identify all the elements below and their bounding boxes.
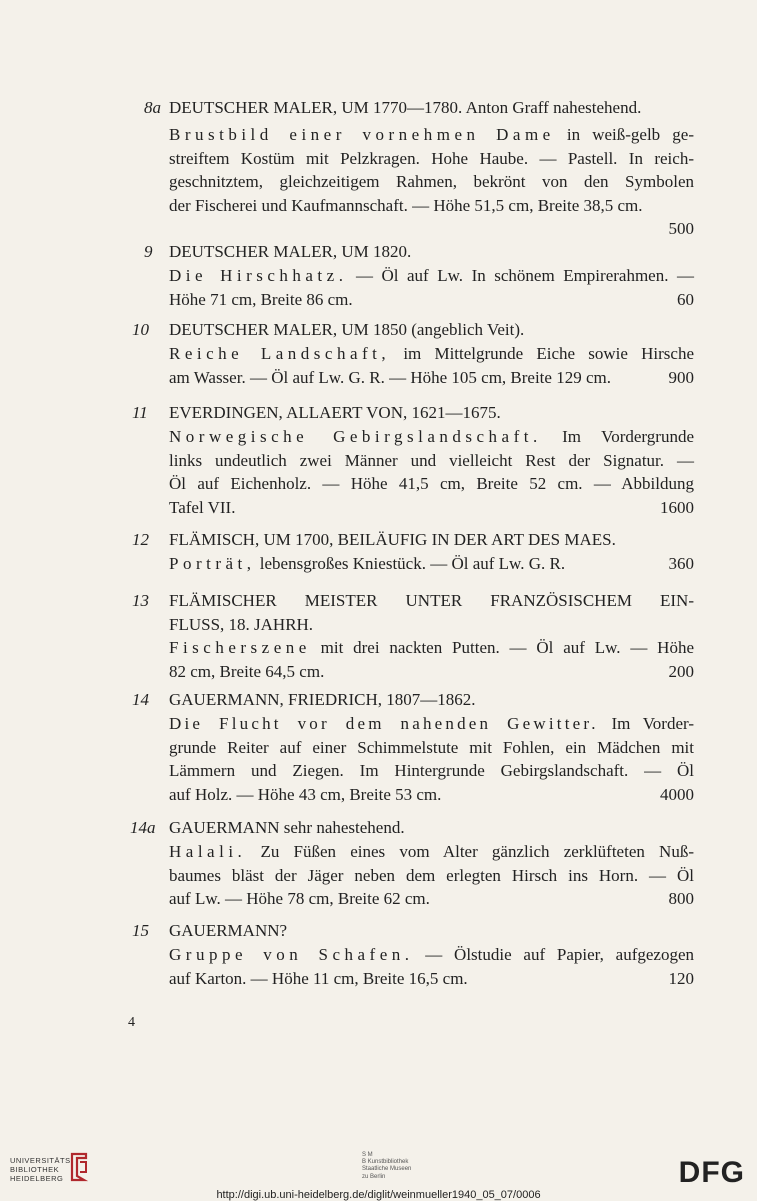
entry-description bbox=[169, 123, 694, 241]
entry-price: 1600 bbox=[660, 497, 694, 517]
description-line: Brustbild einer vornehmen Dame in weiß-gelb ge- bbox=[169, 125, 695, 144]
description-line: 82 cm, Breite 64,5 cm. 200 bbox=[169, 660, 694, 684]
description-line: auf Karton. — Höhe 11 cm, Breite 16,5 cm. 120 bbox=[169, 967, 694, 991]
entry-price: 500 bbox=[668, 219, 694, 238]
description-line: der Fischerei und Kaufmannschaft. — Höhe 51,5 cm, Breite 38,5 cm. bbox=[169, 195, 643, 215]
dfg-logo: DFG bbox=[678, 1156, 745, 1189]
entry-price: 4000 bbox=[660, 784, 694, 804]
university-library-label: UNIVERSITÄTS- BIBLIOTHEK HEIDELBERG bbox=[10, 1156, 74, 1183]
entry-heading: EVERDINGEN, ALLAERT VON, 1621—1675. bbox=[169, 403, 501, 422]
entry-heading-block bbox=[169, 589, 694, 636]
description-line: grunde Reiter auf einer Schimmelstute mit Fohlen, ein Mädchen mit bbox=[169, 737, 694, 757]
entry-number: 8a bbox=[144, 98, 161, 117]
description-line: Höhe 71 cm, Breite 86 cm. 60 bbox=[169, 288, 694, 312]
spaced-title: Fischerszene bbox=[169, 638, 311, 657]
entry-description bbox=[169, 840, 694, 911]
entry-heading: FLUSS, 18. JAHRH. bbox=[169, 614, 314, 634]
price-line bbox=[169, 217, 694, 241]
spaced-title: Die Hirschhatz. bbox=[169, 266, 348, 285]
description-line: streiftem Kostüm mit Pelzkragen. Hohe Haube. — Pastell. In reich- bbox=[169, 148, 694, 168]
entry-description bbox=[169, 636, 694, 683]
spaced-title: Porträt, bbox=[169, 554, 256, 573]
entry-heading: GAUERMANN? bbox=[169, 921, 288, 940]
entry-description bbox=[169, 712, 694, 806]
museum-stamp: S M B Kunstbibliothek Staatliche Museen zu Berlin bbox=[362, 1152, 412, 1180]
description-line: Halali. Zu Füßen eines vom Alter gänzlich zerklüfteten Nuß- bbox=[169, 842, 694, 861]
entry-number: 14 bbox=[132, 690, 149, 709]
entry-price: 200 bbox=[668, 661, 694, 681]
entry-price: 900 bbox=[668, 367, 694, 387]
entry-number: 14a bbox=[130, 818, 156, 837]
entry-number: 11 bbox=[132, 403, 148, 422]
entry-description bbox=[169, 264, 694, 311]
university-logo-icon bbox=[68, 1152, 90, 1182]
spaced-title: Gruppe von Schafen. bbox=[169, 945, 414, 964]
entry-heading: GAUERMANN, FRIEDRICH, 1807—1862. bbox=[169, 690, 476, 709]
entry-price: 120 bbox=[668, 968, 694, 988]
entry-heading: FLÄMISCH, UM 1700, BEILÄUFIG IN DER ART DES MAES. bbox=[169, 530, 616, 549]
entry-heading: GAUERMANN sehr nahestehend. bbox=[169, 818, 405, 837]
entry-heading: FLÄMISCHER MEISTER UNTER FRANZÖSISCHEM EIN- bbox=[169, 591, 694, 610]
description-line: Lämmern und Ziegen. Im Hintergrunde Gebirgslandschaft. — Öl bbox=[169, 761, 694, 780]
description-line: am Wasser. — Öl auf Lw. G. R. — Höhe 105 cm, Breite 129 cm. 900 bbox=[169, 366, 694, 390]
spaced-title: Norwegische Gebirgslandschaft. bbox=[169, 427, 542, 446]
description-line: Öl auf Eichenholz. — Höhe 41,5 cm, Breite 52 cm. — Abbildung bbox=[169, 474, 694, 493]
spaced-title: Reiche Landschaft, bbox=[169, 344, 391, 363]
description-line: Porträt, lebensgroßes Kniestück. — Öl auf Lw. G. R. 360 bbox=[169, 552, 694, 576]
entry-description bbox=[169, 425, 694, 519]
page-number: 4 bbox=[128, 1015, 135, 1030]
spaced-title: Halali. bbox=[169, 842, 247, 861]
entry-description bbox=[169, 342, 694, 389]
description-line: Norwegische Gebirgslandschaft. Im Vordergrunde bbox=[169, 427, 694, 446]
description-line: Tafel VII. 1600 bbox=[169, 496, 694, 520]
description-line: auf Holz. — Höhe 43 cm, Breite 53 cm. 4000 bbox=[169, 783, 694, 807]
entry-price: 360 bbox=[668, 554, 694, 573]
spaced-title: Die Flucht vor dem nahenden Gewitter. bbox=[169, 714, 599, 733]
entry-heading: DEUTSCHER MALER, UM 1850 (angeblich Veit). bbox=[169, 320, 525, 339]
source-url[interactable]: http://digi.ub.uni-heidelberg.de/diglit/weinmueller1940_05_07/0006 bbox=[216, 1189, 541, 1201]
description-line: Gruppe von Schafen. — Ölstudie auf Papier, aufgezogen bbox=[169, 945, 694, 964]
description-line: Die Flucht vor dem nahenden Gewitter. Im Vorder- bbox=[169, 714, 694, 733]
entry-price: 60 bbox=[677, 289, 694, 309]
description-line: links undeutlich zwei Männer und vielleicht Rest der Signatur. — bbox=[169, 450, 694, 470]
entry-number: 15 bbox=[132, 921, 149, 940]
entry-heading: DEUTSCHER MALER, UM 1770—1780. Anton Graff nahestehend. bbox=[169, 98, 642, 117]
entry-number: 12 bbox=[132, 530, 149, 549]
entry-price: 800 bbox=[668, 889, 694, 908]
spaced-title: Brustbild einer vornehmen Dame bbox=[169, 125, 555, 144]
entry-number: 13 bbox=[132, 591, 149, 610]
description-line: geschnitztem, gleichzeitigem Rahmen, bekrönt von den Symbolen bbox=[169, 172, 694, 191]
description-line: Fischerszene mit drei nackten Putten. — Öl auf Lw. — Höhe bbox=[169, 638, 694, 657]
entry-number: 10 bbox=[132, 320, 149, 339]
entry-number: 9 bbox=[144, 242, 153, 261]
entry-description bbox=[169, 943, 694, 990]
entry-description bbox=[169, 552, 694, 576]
digitization-footer bbox=[0, 1148, 757, 1201]
description-line: Die Hirschhatz. — Öl auf Lw. In schönem Empirerahmen. — bbox=[169, 266, 694, 285]
entry-heading: DEUTSCHER MALER, UM 1820. bbox=[169, 242, 412, 261]
description-line: auf Lw. — Höhe 78 cm, Breite 62 cm. 800 bbox=[169, 887, 694, 911]
description-line: baumes bläst der Jäger neben dem erlegten Hirsch ins Horn. — Öl bbox=[169, 865, 694, 885]
description-line: Reiche Landschaft, im Mittelgrunde Eiche sowie Hirsche bbox=[169, 344, 695, 363]
